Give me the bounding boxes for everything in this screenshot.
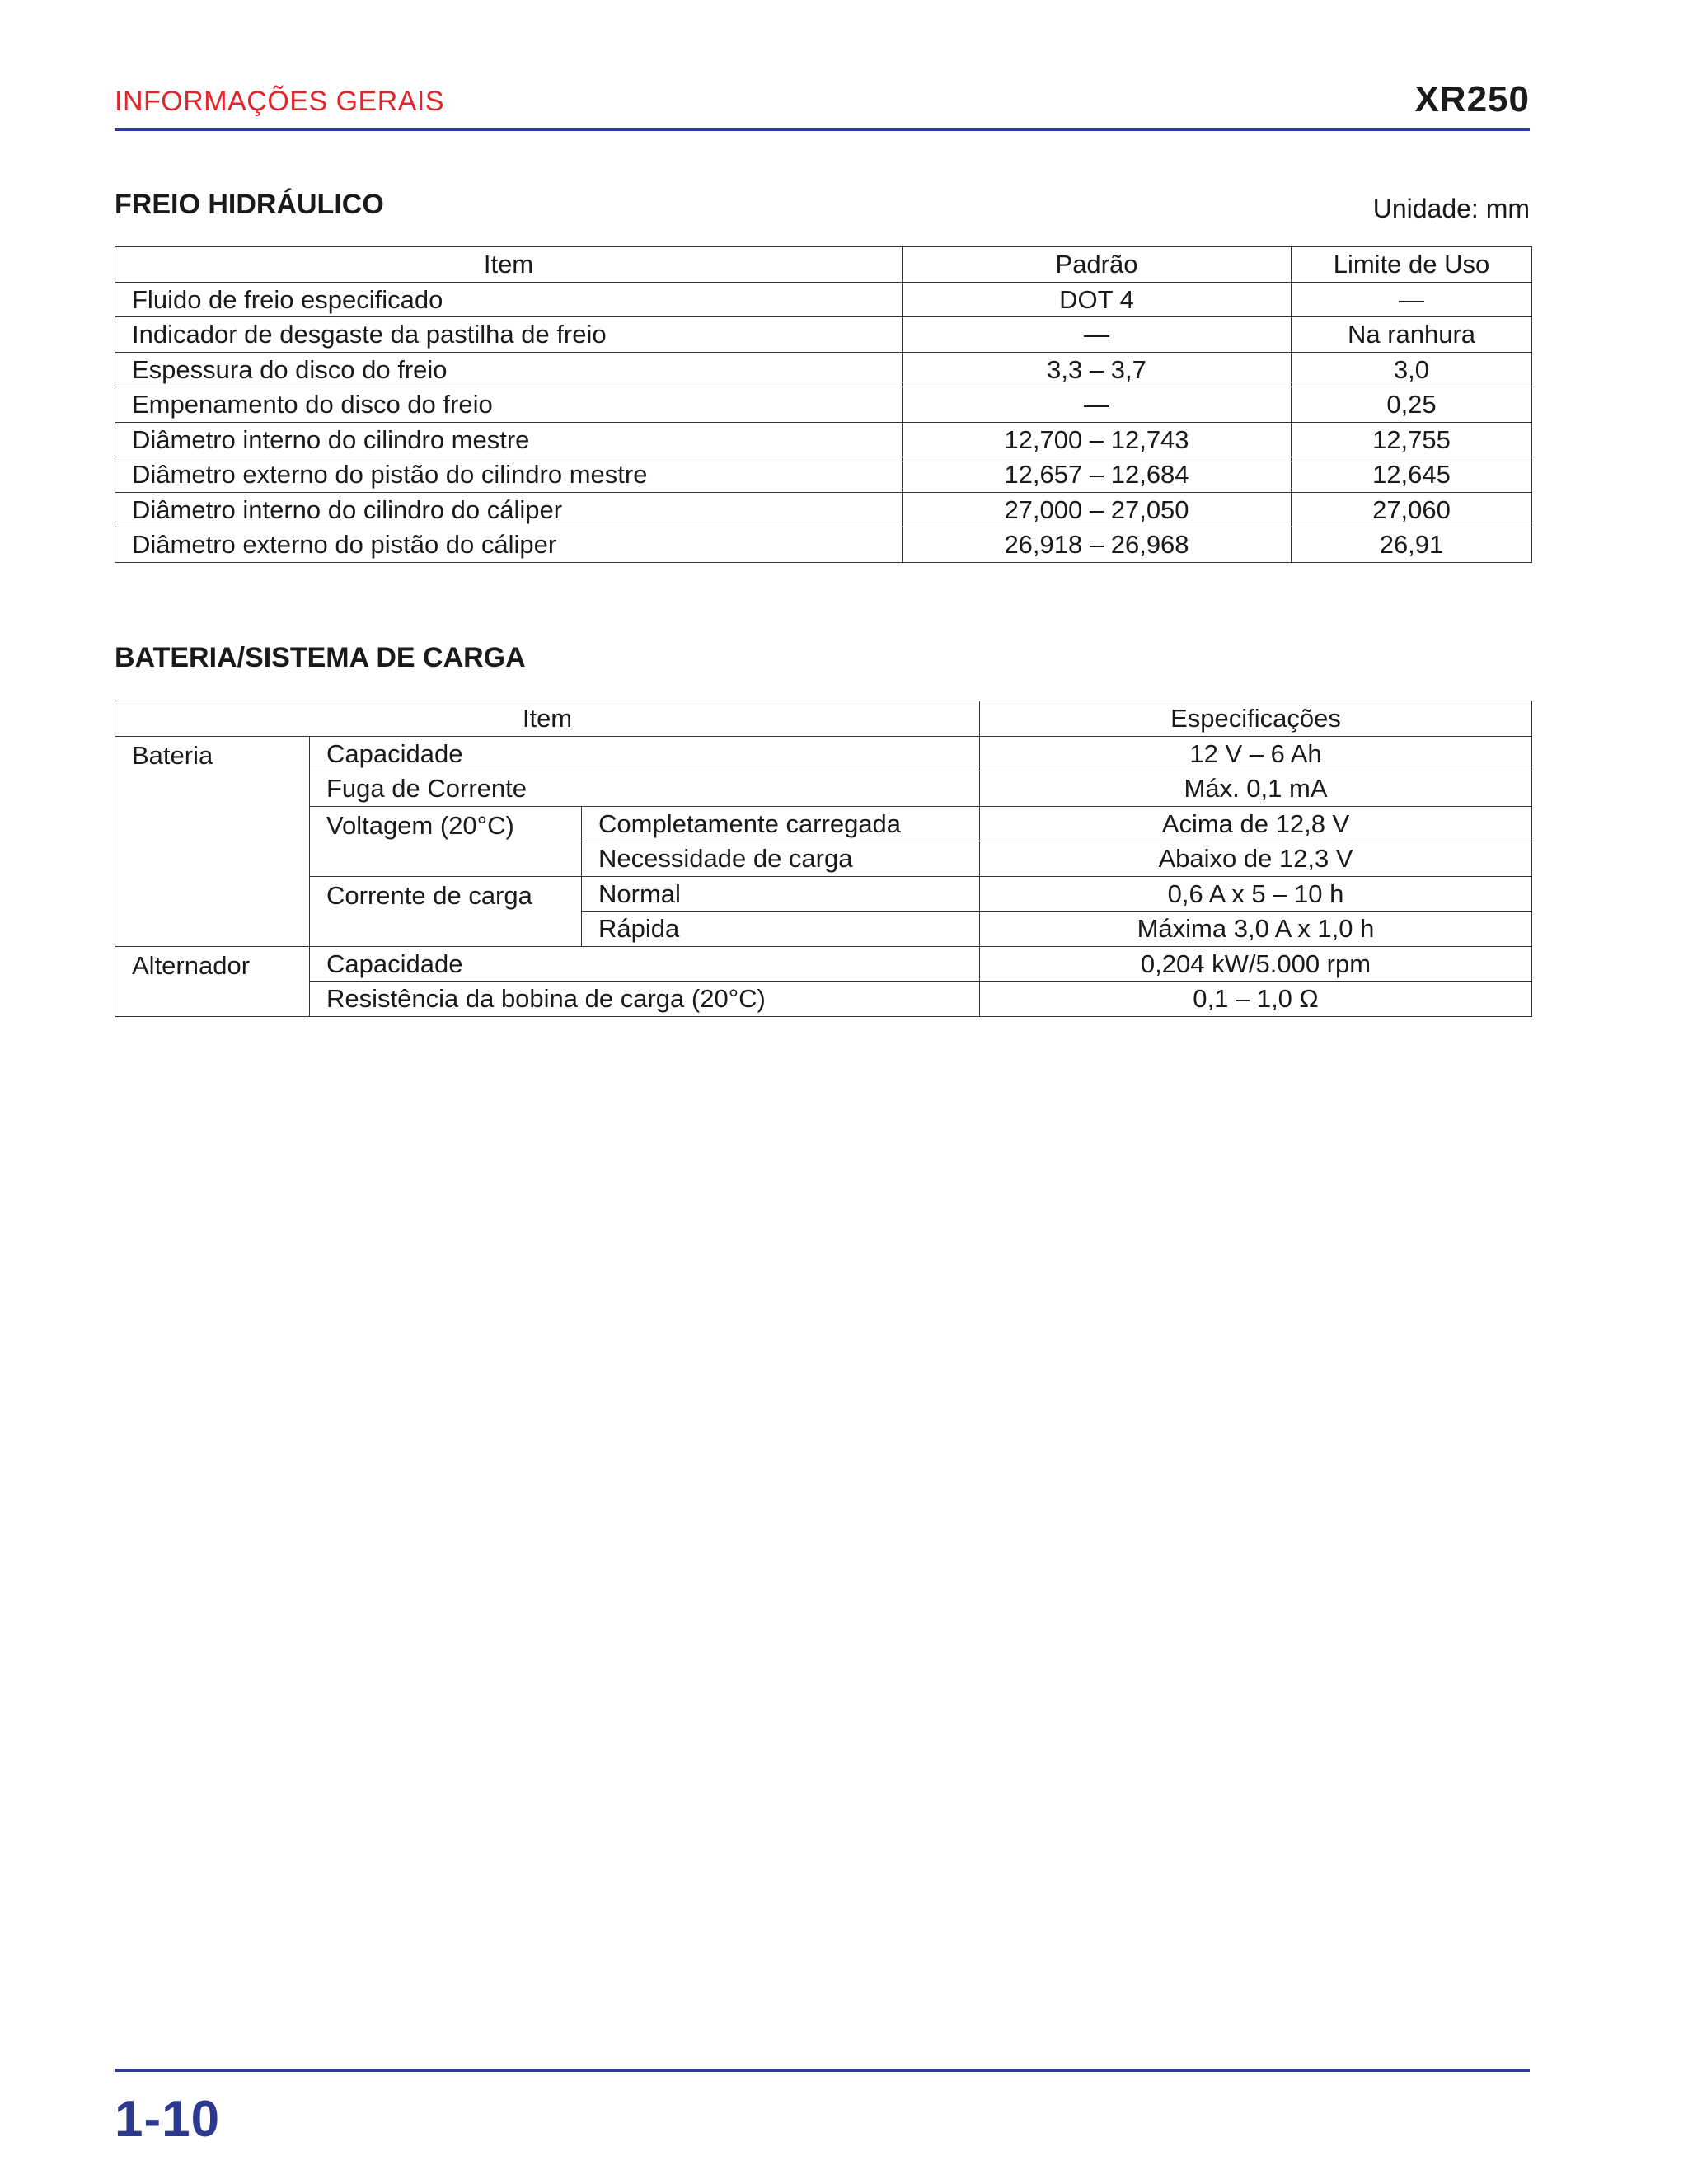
brake-table-body: [115, 247, 1532, 563]
table-row: [115, 806, 1532, 841]
row-label: Fuga de Corrente: [310, 771, 980, 807]
row-standard: 12,657 – 12,684: [903, 457, 1292, 493]
group-label-alternator: Alternador: [115, 946, 310, 1016]
model-name: XR250: [1414, 79, 1530, 120]
row-label: Necessidade de carga: [582, 841, 980, 877]
table-header-row: [115, 247, 1532, 283]
table-row: [115, 527, 1532, 563]
column-header-standard: Padrão: [903, 247, 1292, 283]
page-number: 1-10: [115, 2091, 221, 2148]
section-header: INFORMAÇÕES GERAIS: [115, 86, 445, 117]
row-limit: 12,645: [1292, 457, 1532, 493]
row-limit: 0,25: [1292, 387, 1532, 423]
table-row: [115, 771, 1532, 807]
row-limit: 27,060: [1292, 492, 1532, 527]
row-label: Normal: [582, 876, 980, 912]
row-value: 12 V – 6 Ah: [980, 736, 1532, 771]
row-limit: 12,755: [1292, 422, 1532, 457]
table-row: [115, 946, 1532, 982]
table-row: [115, 387, 1532, 423]
table-row: [115, 982, 1532, 1017]
row-label: Completamente carregada: [582, 806, 980, 841]
column-header-item: Item: [115, 701, 980, 737]
row-standard: —: [903, 317, 1292, 353]
row-value: Máxima 3,0 A x 1,0 h: [980, 912, 1532, 947]
row-label: Capacidade: [310, 946, 980, 982]
row-label: Diâmetro interno do cilindro mestre: [115, 422, 903, 457]
row-label: Fluido de freio especificado: [115, 282, 903, 317]
row-value: Máx. 0,1 mA: [980, 771, 1532, 807]
table-row: [115, 317, 1532, 353]
column-header-item: Item: [115, 247, 903, 283]
table-row: [115, 457, 1532, 493]
brake-spec-table: [115, 246, 1532, 563]
row-label: Diâmetro interno do cilindro do cáliper: [115, 492, 903, 527]
row-standard: DOT 4: [903, 282, 1292, 317]
row-value: 0,1 – 1,0 Ω: [980, 982, 1532, 1017]
table-row: [115, 352, 1532, 387]
row-label: Empenamento do disco do freio: [115, 387, 903, 423]
brake-section-title: FREIO HIDRÁULICO: [115, 189, 384, 220]
row-standard: 27,000 – 27,050: [903, 492, 1292, 527]
table-row: [115, 422, 1532, 457]
table-row: [115, 876, 1532, 912]
row-label: Capacidade: [310, 736, 980, 771]
row-label: Espessura do disco do freio: [115, 352, 903, 387]
row-value: 0,6 A x 5 – 10 h: [980, 876, 1532, 912]
row-value: 0,204 kW/5.000 rpm: [980, 946, 1532, 982]
table-row: [115, 282, 1532, 317]
row-label: Resistência da bobina de carga (20°C): [310, 982, 980, 1017]
row-label: Indicador de desgaste da pastilha de freio: [115, 317, 903, 353]
row-value: Abaixo de 12,3 V: [980, 841, 1532, 877]
group-label-battery: Bateria: [115, 736, 310, 946]
table-row: [115, 736, 1532, 771]
row-standard: —: [903, 387, 1292, 423]
group-label-charge-current: Corrente de carga: [310, 876, 582, 946]
row-label: Rápida: [582, 912, 980, 947]
footer-rule: [115, 2069, 1530, 2072]
battery-spec-table: [115, 701, 1532, 1017]
row-standard: 12,700 – 12,743: [903, 422, 1292, 457]
row-limit: —: [1292, 282, 1532, 317]
row-value: Acima de 12,8 V: [980, 806, 1532, 841]
group-label-voltage: Voltagem (20°C): [310, 806, 582, 876]
table-row: [115, 492, 1532, 527]
battery-section-title: BATERIA/SISTEMA DE CARGA: [115, 642, 526, 673]
row-limit: 26,91: [1292, 527, 1532, 563]
row-label: Diâmetro externo do pistão do cáliper: [115, 527, 903, 563]
row-limit: 3,0: [1292, 352, 1532, 387]
row-limit: Na ranhura: [1292, 317, 1532, 353]
row-standard: 3,3 – 3,7: [903, 352, 1292, 387]
row-standard: 26,918 – 26,968: [903, 527, 1292, 563]
unit-label: Unidade: mm: [1372, 194, 1530, 223]
row-label: Diâmetro externo do pistão do cilindro mestre: [115, 457, 903, 493]
column-header-spec: Especificações: [980, 701, 1532, 737]
table-header-row: [115, 701, 1532, 737]
header-rule: [115, 128, 1530, 131]
column-header-limit: Limite de Uso: [1292, 247, 1532, 283]
